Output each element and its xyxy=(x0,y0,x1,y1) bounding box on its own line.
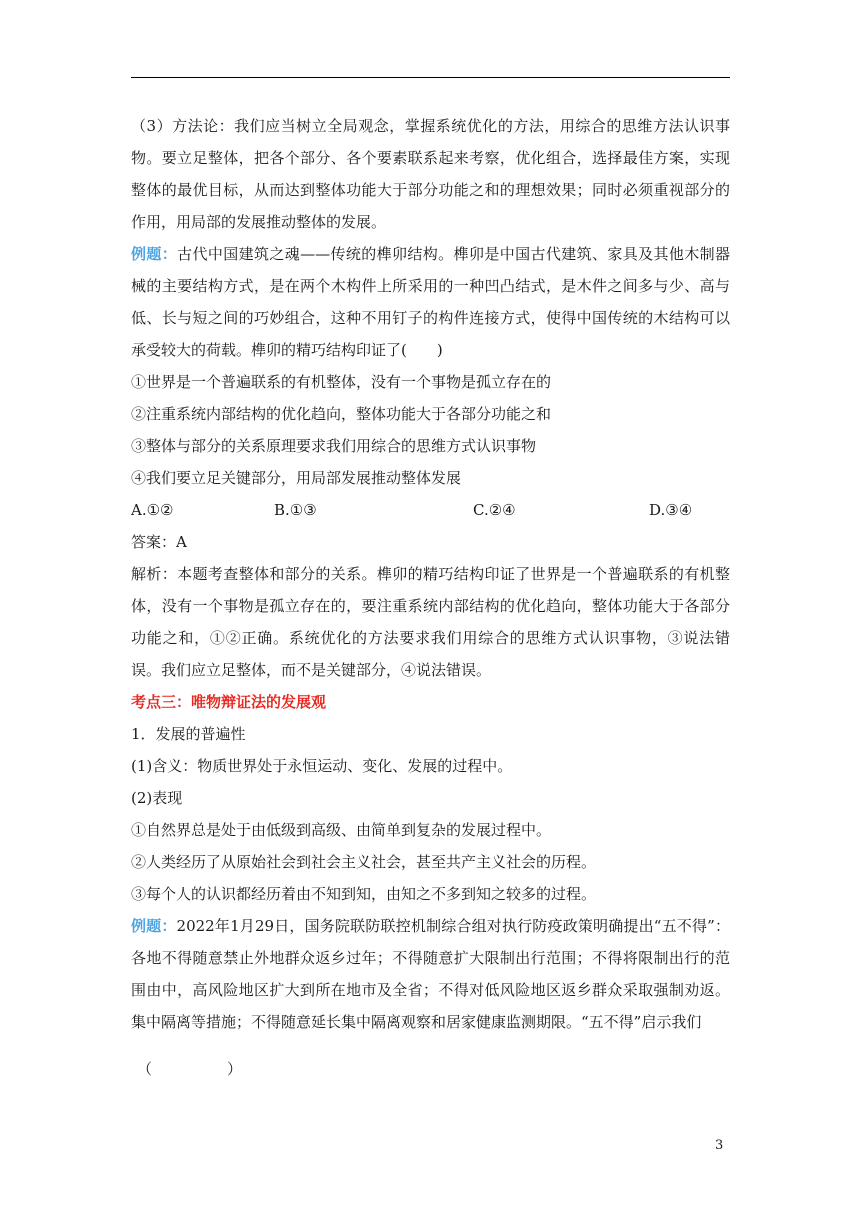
development-manifest: (2)表现 xyxy=(131,789,183,807)
development-point: ①自然界总是处于由低级到高级、由简单到复杂的发展过程中。 xyxy=(131,821,552,839)
development-title: 1．发展的普遍性 xyxy=(131,725,246,743)
example1-options xyxy=(131,494,730,526)
option-c: C.②④ xyxy=(473,501,516,519)
example2-answer-blank: （ ） xyxy=(137,1060,243,1078)
section-heading: 考点三：唯物辩证法的发展观 xyxy=(131,693,327,711)
example2-label: 例题： xyxy=(131,917,177,935)
example1-text: 古代中国建筑之魂——传统的榫卯结构。榫卯是中国古代建筑、家具及其他木制器械的主要结构方式，是在两个木构件上所采用的一种凹凸结式，是木件之间多与少、高与低、长与短之间的巧妙组合，这种不用钉子的构件连接方式，使得中国传统的木结构可以承受较大的荷载。榫卯的精巧结构印证了( ) xyxy=(131,245,730,359)
development-point: ③每个人的认识都经历着由不知到知，由知之不多到知之较多的过程。 xyxy=(131,885,597,903)
option-d: D.③④ xyxy=(649,501,693,519)
development-point: ②人类经历了从原始社会到社会主义社会，甚至共产主义社会的历程。 xyxy=(131,853,597,871)
example1-item: ④我们要立足关键部分，用局部发展推动整体发展 xyxy=(131,469,462,487)
methodology-paragraph: （3）方法论：我们应当树立全局观念，掌握系统优化的方法，用综合的思维方法认识事物。要立足整体，把各个部分、各个要素联系起来考察，优化组合，选择最佳方案，实现整体的最优目标，从而达到整体功能大于部分功能之和的理想效果；同时必须重视部分的作用，用局部的发展推动整体的发展。 xyxy=(131,117,730,231)
page-number: 3 xyxy=(715,1138,724,1153)
example1-answer: 答案：A xyxy=(131,533,187,551)
option-a: A.①② xyxy=(131,501,174,519)
option-b: B.①③ xyxy=(274,501,317,519)
example2-text: 2022年1月29日，国务院联防联控机制综合组对执行防疫政策明确提出“五不得”：各地不得随意禁止外地群众返乡过年；不得随意扩大限制出行范围；不得将限制出行的范围由中，高风险地区扩大到所在地市及全省；不得对低风险地区返乡群众采取强制劝返。集中隔离等措施；不得随意延长集中隔离观察和居家健康监测期限。“五不得”启示我们 xyxy=(131,917,730,1031)
example2-question xyxy=(131,910,730,1038)
example1-question xyxy=(131,238,730,366)
example1-item: ②注重系统内部结构的优化趋向，整体功能大于各部分功能之和 xyxy=(131,405,552,423)
header-rule xyxy=(131,77,730,78)
example1-item: ①世界是一个普遍联系的有机整体，没有一个事物是孤立存在的 xyxy=(131,373,552,391)
development-meaning: (1)含义：物质世界处于永恒运动、变化、发展的过程中。 xyxy=(131,757,513,775)
page-content xyxy=(131,110,730,1100)
example1-item: ③整体与部分的关系原理要求我们用综合的思维方式认识事物 xyxy=(131,437,537,455)
example1-label: 例题： xyxy=(131,245,178,263)
example1-analysis: 解析：本题考查整体和部分的关系。榫卯的精巧结构印证了世界是一个普遍联系的有机整体，没有一个事物是孤立存在的，要注重系统内部结构的优化趋向，整体功能大于各部分功能之和，①②正确。系统优化的方法要求我们用综合的思维方式认识事物，③说法错误。我们应立足整体，而不是关键部分，④说法错误。 xyxy=(131,565,730,679)
